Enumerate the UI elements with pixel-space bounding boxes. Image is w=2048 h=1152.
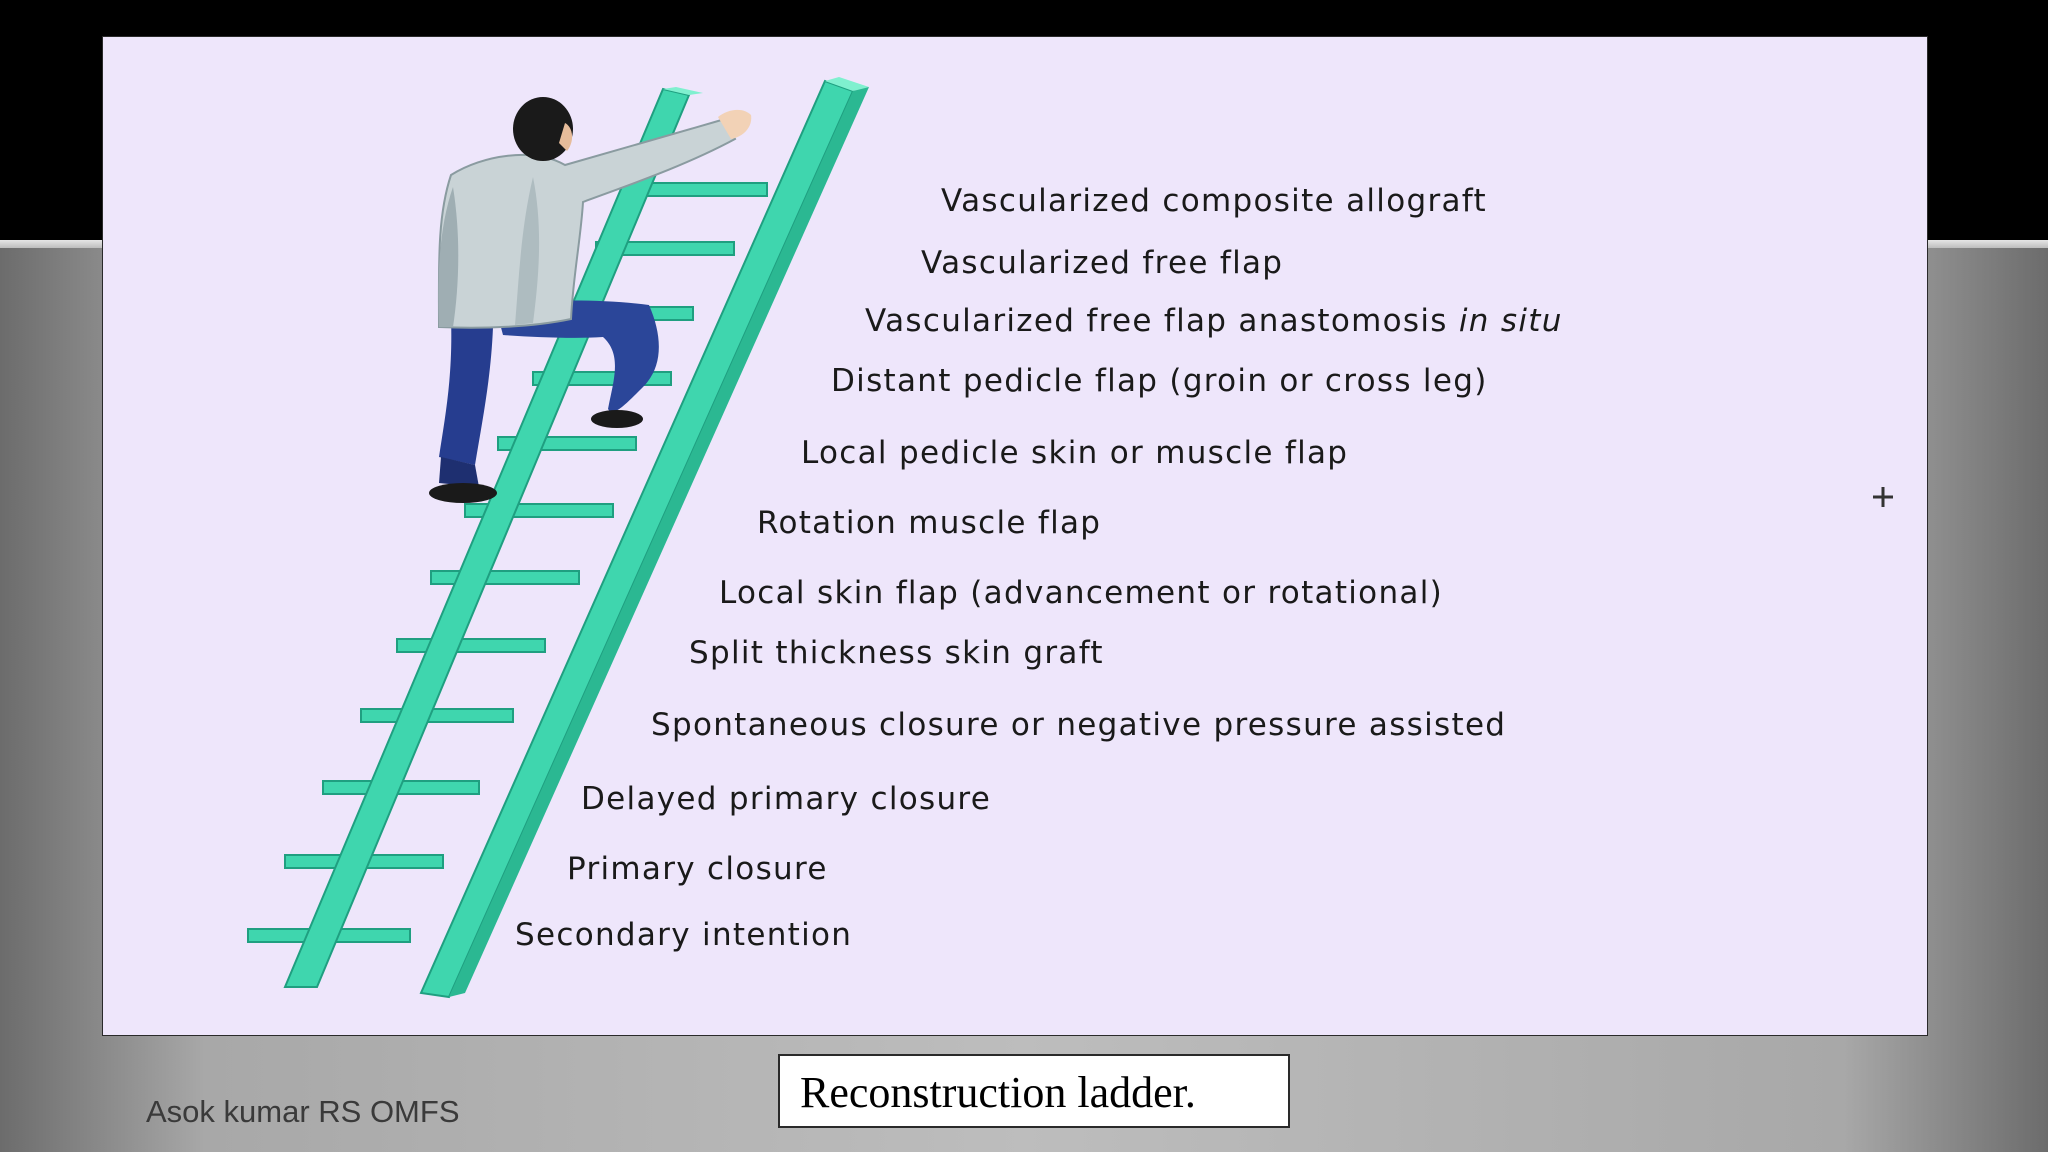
slide-image-panel (102, 36, 1928, 1036)
rung-label-text: Vascularized free flap anastomosis (865, 303, 1459, 339)
plus-icon[interactable] (1871, 485, 1895, 509)
rung-label-distant-pedicle-flap: Distant pedicle flap (groin or cross leg) (831, 363, 1488, 399)
rung-label-split-thickness-skin-graft: Split thickness skin graft (689, 635, 1104, 671)
rung-label-local-pedicle-flap: Local pedicle skin or muscle flap (801, 435, 1349, 471)
climber-shoe (591, 410, 643, 428)
ladder-rung (397, 639, 545, 652)
climber-shoe (429, 483, 497, 503)
ladder-rung (431, 571, 579, 584)
author-footer: Asok kumar RS OMFS (146, 1094, 460, 1129)
ladder-rung (361, 709, 513, 722)
climber-jeans (439, 317, 493, 465)
rung-label-delayed-primary-closure: Delayed primary closure (581, 781, 992, 817)
figure-caption: Reconstruction ladder. (778, 1054, 1290, 1128)
rung-label-emphasis: in situ (1458, 303, 1563, 339)
rung-label-primary-closure: Primary closure (567, 851, 828, 887)
rung-label-vascularized-free-flap: Vascularized free flap (921, 245, 1284, 281)
rung-label-rotation-muscle-flap: Rotation muscle flap (757, 505, 1102, 541)
rung-label-local-skin-flap: Local skin flap (advancement or rotational) (719, 575, 1444, 611)
rung-label-secondary-intention: Secondary intention (515, 917, 853, 953)
rung-label-vascularized-composite-allograft: Vascularized composite allograft (941, 183, 1487, 219)
rung-label-free-flap-anastomosis-in-situ (865, 303, 1563, 339)
rung-label-spontaneous-closure: Spontaneous closure or negative pressure assisted (651, 707, 1507, 743)
